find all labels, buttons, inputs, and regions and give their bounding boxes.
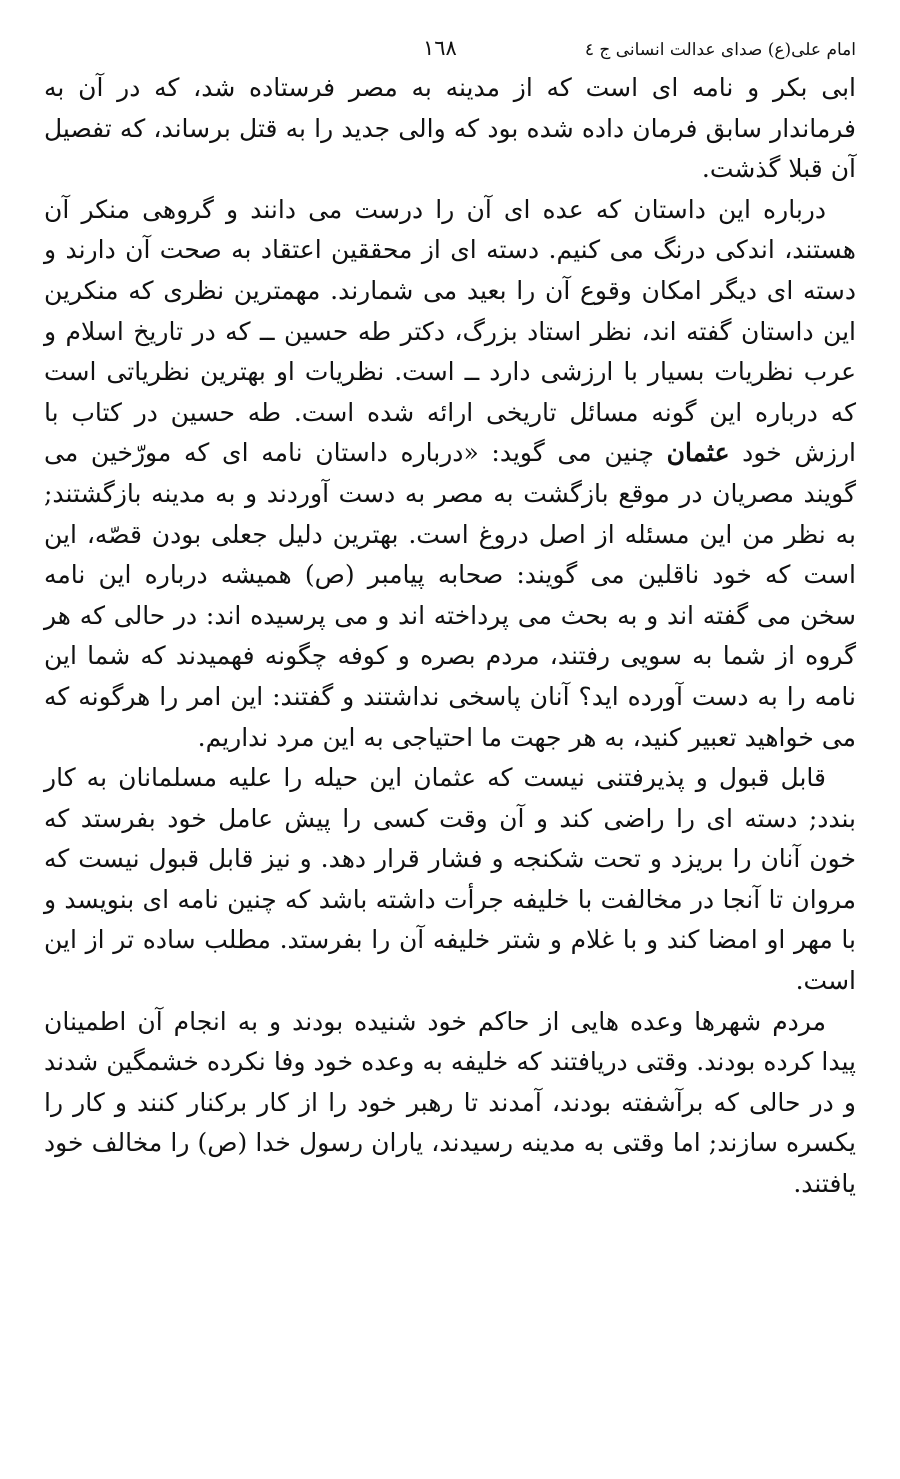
paragraph-2-text-after: چنین می گوید: «درباره داستان نامه ای که مورّخین می گویند مصریان در موقع بازگشت به مصر به دست آوردند و به مدینه بازگشتند; به نظر من این مسئله از اصل دروغ است. بهترین دلیل جعلی بودن قصّه، این است که خود ناقلین می گویند: صحابه پیامبر (ص) همیشه درباره این نامه سخن می گفته اند و به بحث می پرداخته اند و می پرسیده اند: در حالی که هر گروه از شما به سویی رفتند، مردم بصره و کوفه چگونه فهمیدند که شما این نامه را به دست آورده اید؟ آنان پاسخی نداشتند و گفتند: این امر را هرگونه که می خواهید تعبیر کنید، به هر جهت ما احتیاجی به این مرد نداریم. bbox=[44, 438, 856, 752]
paragraph-3: قابل قبول و پذیرفتنی نیست که عثمان این حیله را علیه مسلمانان به کار بندد; دسته ای را راضی کند و آن وقت کسی را پیش عامل خود بفرستد که خون آنان را بریزد و تحت شکنجه و فشار قرار دهد. و نیز قابل قبول نیست که مروان تا آنجا در مخالفت با خلیفه جرأت داشته باشد که چنین نامه ای بنویسد و با مهر او امضا کند و با غلام و شتر خلیفه آن را بفرستد. مطلب ساده تر از این است. bbox=[44, 763, 856, 996]
running-title: امام علی(ع) صدای عدالت انسانی ج ٤ bbox=[584, 40, 856, 60]
body-text bbox=[44, 68, 856, 1205]
paragraph-4: مردم شهرها وعده هایی از حاکم خود شنیده بودند و به انجام آن اطمینان پیدا کرده بودند. وقتی دریافتند که خلیفه به وعده خود وفا نکرده خشمگین شدند و در حالی که برآشفته بودند، آمدند تا رهبر خود را از کار برکنار کنند و کار را یکسره سازند; اما وقتی به مدینه رسیدند، یاران رسول خدا (ص) را مخالف خود یافتند. bbox=[44, 1006, 856, 1199]
book-page bbox=[44, 36, 856, 1205]
running-header bbox=[44, 36, 856, 68]
paragraph-2-bold-book-title: عثمان bbox=[666, 438, 730, 468]
paragraph-1: ابی بکر و نامه ای است که از مدینه به مصر فرستاده شد، که در آن به فرماندار سابق فرمان داده شده بود که والی جدید را به قتل برساند، که تفصیل آن قبلا گذشت. bbox=[44, 73, 856, 184]
page-number: ١٦٨ bbox=[422, 36, 457, 60]
paragraph-2 bbox=[44, 190, 856, 758]
paragraph-2-text-before: درباره این داستان که عده ای آن را درست می دانند و گروهی منکر آن هستند، اندکی درنگ می کنیم. دسته ای از محققین اعتقاد به صحت آن دارند و دسته ای دیگر امکان وقوع آن را بعید می شمارند. مهمترین نظری که منکرین این داستان گفته اند، نظر استاد بزرگ، دکتر طه حسین ــ که در تاریخ اسلام و عرب نظریات بسیار با ارزشی دارد ــ است. نظریات او بهترین نظریاتی است که درباره این گونه مسائل تاریخی ارائه شده است. طه حسین در کتاب با ارزش خود bbox=[44, 194, 856, 468]
